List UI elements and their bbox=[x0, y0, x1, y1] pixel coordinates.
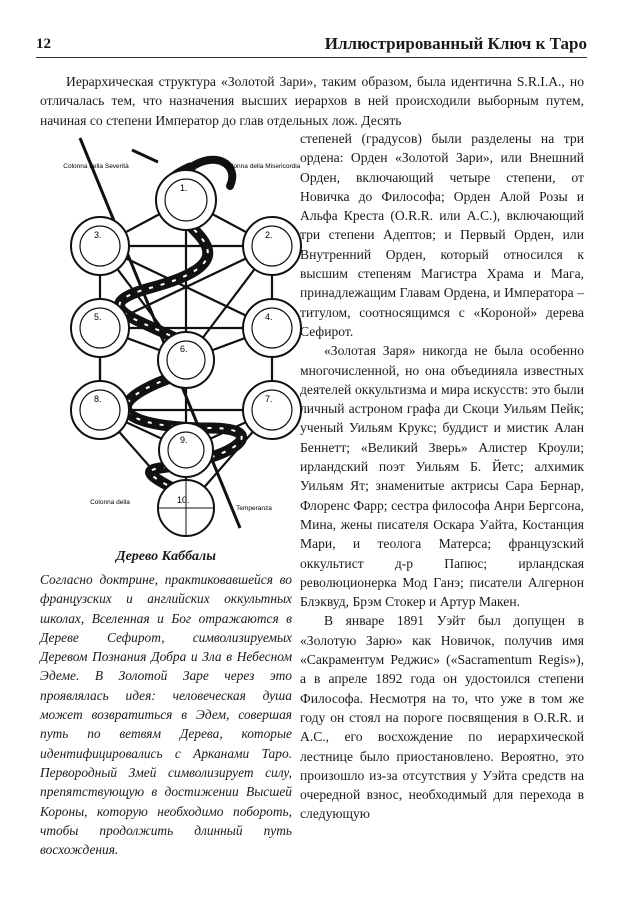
svg-text:3.: 3. bbox=[94, 230, 102, 240]
svg-text:8.: 8. bbox=[94, 394, 102, 404]
sword-crossguard bbox=[132, 150, 158, 162]
svg-text:9.: 9. bbox=[180, 435, 188, 445]
svg-text:5.: 5. bbox=[94, 312, 102, 322]
sephira-3 bbox=[71, 217, 129, 275]
svg-text:1.: 1. bbox=[180, 183, 188, 193]
sephira-2 bbox=[243, 217, 301, 275]
page-number: 12 bbox=[36, 36, 51, 52]
label-right-pillar: Colonna della Misericordia bbox=[223, 163, 301, 170]
running-title: Иллюстрированный Ключ к Таро bbox=[324, 34, 587, 53]
svg-text:4.: 4. bbox=[265, 312, 273, 322]
svg-text:10.: 10. bbox=[177, 495, 190, 505]
right-paragraph-1: степеней (градусов) были разделены на три ордена: Орден «Золотой Зари», или Внешний Орден, включающий четыре степени, от Новичка до Философа; Орден Алой Розы и Альфа Креста (O.R.R. или A.C.), включающий три степени Адептов; и Первый Орден, или Внутренний Орден, который относился к высшим степеням Магистра Храма и Мага, принадлежащим Главам Ордена, и Императора – титулом, соотносящимся с «Короной» дерева Сефирот. bbox=[300, 131, 584, 339]
sephira-6 bbox=[158, 332, 214, 388]
figure-caption-body: Согласно доктрине, практиковавшейся во французских и английских оккультных школах, Вселенная и Бог отражаются в Дереве Сефирот, символизируемых Деревом Познания Добра и Зла в Небесном Эдеме. В Золотой Заре через это проявлялась идея: человеческая душа может возвратиться в Эдем, совершая путь по ветвям Дерева, которые идентифицировались с Арканами Таро. Первородный Змей символизирует силу, препятствующую в достижении Высшей Короны, которую необходимо побороть, чтобы продолжить длинный путь восхождения. bbox=[40, 572, 292, 858]
sephira-9 bbox=[159, 423, 213, 477]
right-column bbox=[300, 129, 584, 824]
label-left-pillar: Colonna della Severità bbox=[63, 163, 129, 170]
sephira-10 bbox=[158, 480, 214, 536]
svg-text:6.: 6. bbox=[180, 344, 188, 354]
header-rule bbox=[36, 57, 587, 58]
figure-caption-title: Дерево Каббалы bbox=[116, 549, 216, 564]
sephira-4 bbox=[243, 299, 301, 357]
kabbalah-tree-figure bbox=[40, 128, 302, 542]
label-bottom-left: Colonna della bbox=[90, 499, 130, 506]
label-bottom-right: Temperanza bbox=[236, 505, 272, 512]
svg-text:2.: 2. bbox=[265, 230, 273, 240]
right-paragraph-2: «Золотая Заря» никогда не была особенно многочисленной, но она объединяла известных деятелей оккультизма и мира искусств: это были личный астроном графа ди Скоци Уильям Пейк; ученый Уильям Крукс; буддист и мистик Алан Беннетт; «Великий Зверь» Алистер Кроули; ирландский поэт Уильям Б. Йетс; алхимик Уильям Ят; знаменитые актрисы Сара Бернар, Флоренс Фарр; сестра философа Анри Бергсона, Мина, жены писателя Оскара Уайта, Костанция Мари, и теолога Матерса; французский оккультист д-р Папюс; ирландская революционерка Мод Ганэ; писатели Алгернон Блэквуд, Брэм Стокер и Артур Макен. bbox=[300, 343, 584, 610]
sephira-5 bbox=[71, 299, 129, 357]
intro-paragraph: Иерархическая структура «Золотой Зари», таким образом, была идентична S.R.I.A., но отличалась тем, что назначения высших иерархов в ней происходили выборным путем, начиная со степени Император до глав отдельных лож. Десять bbox=[40, 74, 584, 128]
sephira-7 bbox=[243, 381, 301, 439]
right-paragraph-3: В январе 1891 Уэйт был допущен в «Золотую Зарю» как Новичок, получив имя «Сакраментум Реджис» («Sacramentum Regis»), а в апреле 1892 года он удостоился степени Философа. Несмотря на то, что уже в том же году он стоял на пороге посвящения в O.R.R. и A.C., его восхождение по иерархической лестнице было приостановлено. Вероятно, это произошло из-за отсутствия у Уэйта средств на очередной взнос, необходимый для перехода в следующую bbox=[300, 613, 584, 822]
sephira-1 bbox=[156, 170, 216, 230]
page-header bbox=[36, 30, 587, 60]
sephira-8 bbox=[71, 381, 129, 439]
svg-text:7.: 7. bbox=[265, 394, 273, 404]
